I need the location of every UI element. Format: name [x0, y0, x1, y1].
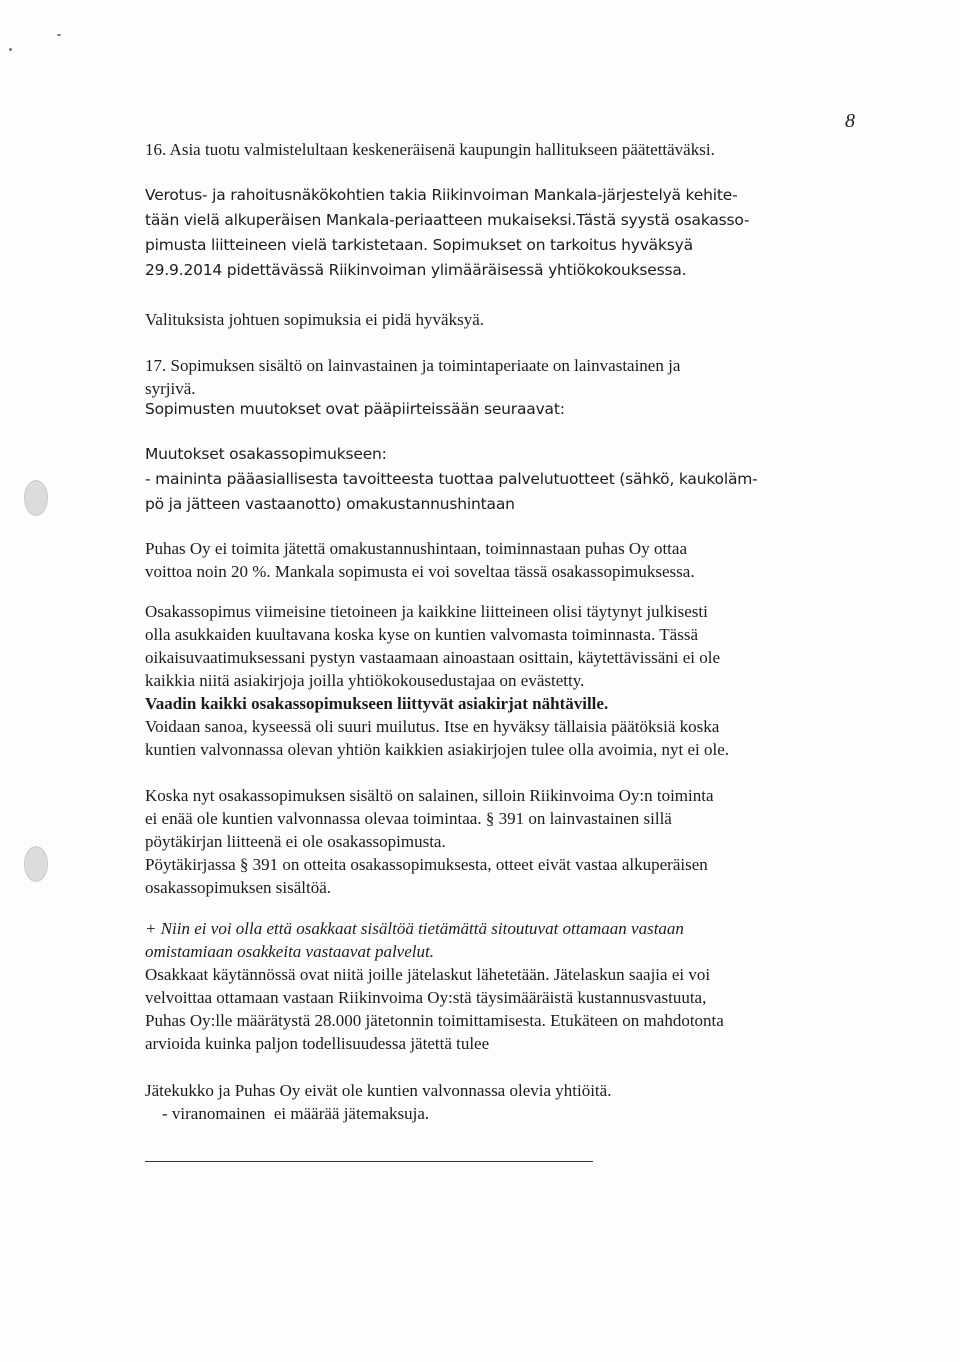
- text-line: Koska nyt osakassopimuksen sisältö on salainen, silloin Riikinvoima Oy:n toiminta: [145, 786, 714, 805]
- paragraph-koska-nyt: [145, 784, 805, 899]
- text-line: olla asukkaiden kuultavana koska kyse on kuntien valvomasta toiminnasta. Tässä: [145, 625, 699, 644]
- text-line: oikaisuvaatimuksessani pystyn vastaamaan ainoastaan osittain, käytettävissäni ei ole: [145, 648, 721, 667]
- text-line: 17. Sopimuksen sisältö on lainvastainen ja toimintaperiaate on lainvastainen ja: [145, 356, 681, 375]
- text-line: - viranomainen ei määrää jätemaksuja.: [145, 1104, 430, 1123]
- text-line: - maininta pääasiallisesta tavoitteesta tuottaa palvelutuotteet (sähkö, kaukoläm-: [145, 470, 758, 488]
- demand-line: Vaadin kaikki osakassopimukseen liittyvät asiakirjat nähtäville.: [145, 694, 609, 713]
- quote-subheading: Muutokset osakassopimukseen:: [145, 445, 387, 463]
- text-line: 16. Asia tuotu valmistelultaan keskeneräisenä kaupungin hallitukseen päätettäväksi.: [145, 140, 715, 159]
- text-line: Puhas Oy:lle määrätystä 28.000 jätetonnin toimittamisesta. Etukäteen on mahdotonta: [145, 1011, 724, 1030]
- item-17: [145, 354, 805, 400]
- text-line: Puhas Oy ei toimita jätettä omakustannushintaan, toiminnastaan puhas Oy ottaa: [145, 539, 687, 558]
- scan-speck: [9, 48, 12, 51]
- quote-block-1: [145, 183, 805, 283]
- text-line: Voidaan sanoa, kyseessä oli suuri muilutus. Itse en hyväksy tällaisia päätöksiä koska: [145, 717, 720, 736]
- text-line: osakassopimuksen sisältöä.: [145, 878, 332, 897]
- text-line: kaikkia niitä asiakirjoja joilla yhtiökokousedustajaa on evästetty.: [145, 671, 585, 690]
- quote-block-2-changes: [145, 442, 805, 517]
- text-line: Osakkaat käytännössä ovat niitä joille jätelaskut lähetetään. Jätelaskun saajia ei voi: [145, 965, 711, 984]
- quote-block-2: [145, 397, 805, 422]
- text-line: arvioida kuinka paljon todellisuudessa jätettä tulee: [145, 1034, 490, 1053]
- text-line: pöytäkirjan liitteenä ei ole osakassopimusta.: [145, 832, 446, 851]
- scan-speck: [57, 34, 61, 36]
- text-line: pimusta liitteineen vielä tarkistetaan. Sopimukset on tarkoitus hyväksyä: [145, 236, 693, 254]
- item-16: [145, 138, 805, 161]
- text-line: voittoa noin 20 %. Mankala sopimusta ei voi soveltaa tässä osakassopimuksessa.: [145, 562, 695, 581]
- text-line: velvoittaa ottamaan vastaan Riikinvoima Oy:stä täysimääräistä kustannusvastuuta,: [145, 988, 707, 1007]
- text-line: 29.9.2014 pidettävässä Riikinvoiman ylimääräisessä yhtiökokouksessa.: [145, 261, 687, 279]
- page-number: 8: [845, 110, 855, 132]
- punch-hole-bottom: [24, 846, 48, 882]
- text-line: kuntien valvonnassa olevan yhtiön kaikkien asiakirjojen tulee olla avoimia, nyt ei ole.: [145, 740, 729, 759]
- paragraph-osakkaat: [145, 917, 805, 1055]
- text-line: Valituksista johtuen sopimuksia ei pidä hyväksyä.: [145, 310, 485, 329]
- text-line: Osakassopimus viimeisine tietoineen ja kaikkine liitteineen olisi täytynyt julkisesti: [145, 602, 708, 621]
- appeal-note: [145, 308, 805, 331]
- text-line: Pöytäkirjassa § 391 on otteita osakassopimuksesta, otteet eivät vastaa alkuperäisen: [145, 855, 708, 874]
- text-line: Verotus- ja rahoitusnäkökohtien takia Riikinvoiman Mankala-järjestelyä kehite-: [145, 186, 738, 204]
- text-line: ei enää ole kuntien valvonnassa olevaa toimintaa. § 391 on lainvastainen sillä: [145, 809, 672, 828]
- bottom-rule: [145, 1161, 593, 1162]
- text-line: tään vielä alkuperäisen Mankala-periaatteen mukaiseksi.Tästä syystä osakasso-: [145, 211, 750, 229]
- paragraph-puhas: [145, 537, 805, 583]
- text-line: Jätekukko ja Puhas Oy eivät ole kuntien valvonnassa olevia yhtiöitä.: [145, 1081, 612, 1100]
- italic-line: omistamiaan osakkeita vastaavat palvelut.: [145, 942, 434, 961]
- text-line: pö ja jätteen vastaanotto) omakustannushintaan: [145, 495, 515, 513]
- quote-heading: Sopimusten muutokset ovat pääpiirteissään seuraavat:: [145, 400, 565, 418]
- paragraph-osakassopimus: [145, 600, 805, 761]
- paragraph-jatekukko: [145, 1079, 805, 1125]
- text-line: syrjivä.: [145, 379, 196, 398]
- italic-line: + Niin ei voi olla että osakkaat sisältöä tietämättä sitoutuvat ottamaan vastaan: [145, 919, 684, 938]
- punch-hole-top: [24, 480, 48, 516]
